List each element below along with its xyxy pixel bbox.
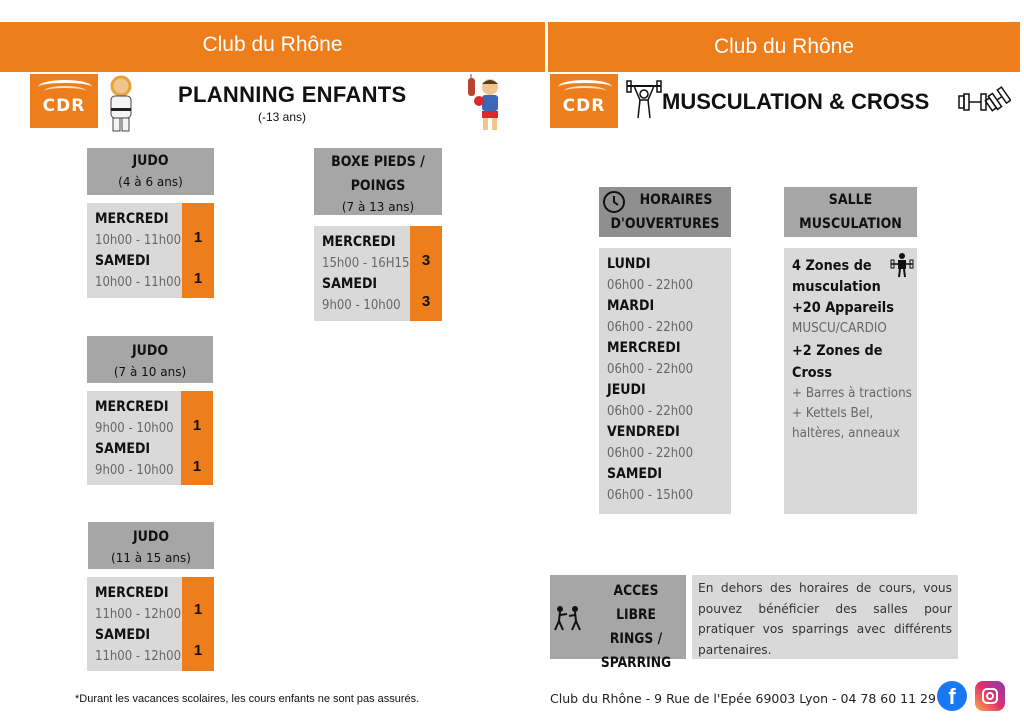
schedule-day: SAMEDI (322, 276, 378, 292)
schedule-time: 10h00 - 11h00 (95, 275, 182, 290)
schedule-time: 9h00 - 10h00 (95, 421, 174, 436)
judo-11-15-header (88, 522, 214, 569)
facebook-icon[interactable]: f (937, 681, 967, 711)
salle-line: + Kettels Bel, (792, 406, 874, 421)
salle-line: MUSCU/CARDIO (792, 321, 887, 336)
opening-time: 06h00 - 22h00 (607, 362, 694, 377)
sparring-icon (553, 605, 583, 631)
cdr-logo-left (30, 74, 98, 128)
planning-title: PLANNING ENFANTS (178, 82, 407, 107)
judo-7-10-header (87, 336, 213, 383)
schedule-day: SAMEDI (95, 627, 151, 643)
horaires-header (599, 187, 731, 237)
weightlifter-icon (626, 80, 662, 120)
salle-line: musculation (792, 279, 881, 295)
acces-line2: RINGS / (609, 631, 663, 647)
salle-line: +2 Zones de (792, 343, 883, 359)
horaires-title-line1: HORAIRES (639, 192, 713, 208)
schedule-day: SAMEDI (95, 441, 151, 457)
opening-day: SAMEDI (607, 466, 663, 482)
schedule-time: 11h00 - 12h00 (95, 607, 182, 622)
judo-11-15-schedule (87, 577, 214, 671)
salle-panel (784, 248, 917, 514)
musculation-title: MUSCULATION & CROSS (662, 89, 930, 114)
opening-time: 06h00 - 22h00 (607, 320, 694, 335)
level-badge: 1 1 (182, 203, 214, 298)
boxe-header (314, 148, 442, 215)
schedule-time: 9h00 - 10h00 (322, 298, 401, 313)
judo-7-10-schedule (87, 391, 213, 485)
acces-libre-box (550, 575, 686, 671)
judo-7-10-title: JUDO (131, 343, 169, 359)
schedule-day: MERCREDI (95, 211, 169, 227)
horaires-title-line2: D'OUVERTURES (610, 216, 720, 232)
opening-day: VENDREDI (607, 424, 680, 440)
acces-description: En dehors des horaires de cours, vous pouvez bénéficier des salles pour pratiquer vos sparrings avec différents partenaires. (692, 575, 958, 659)
cdr-logo-text: CDR (42, 96, 86, 116)
salle-line: 4 Zones de (792, 258, 872, 274)
schedule-time: 11h00 - 12h00 (95, 649, 182, 664)
cdr-logo-text: CDR (562, 96, 606, 116)
judo-4-6-header (87, 148, 214, 195)
opening-time: 06h00 - 22h00 (607, 446, 694, 461)
judo-4-6-schedule (87, 203, 214, 298)
salle-line: Cross (792, 365, 832, 381)
left-banner (0, 22, 545, 72)
instagram-icon[interactable] (975, 681, 1005, 711)
level-badge: 1 1 (182, 577, 214, 671)
salle-line: + Barres à tractions (792, 386, 912, 401)
opening-day: JEUDI (607, 382, 646, 398)
acces-line3: SPARRING (600, 655, 672, 671)
opening-time: 06h00 - 15h00 (607, 488, 694, 503)
acces-line1: ACCES LIBRE (613, 583, 659, 623)
schedule-day: MERCREDI (95, 399, 169, 415)
boxe-ages: (7 à 13 ans) (341, 200, 415, 214)
judo-11-15-ages: (11 à 15 ans) (111, 551, 191, 565)
schedule-time: 9h00 - 10h00 (95, 463, 174, 478)
schedule-time: 10h00 - 11h00 (95, 233, 182, 248)
horaires-panel (599, 248, 731, 514)
salle-header (784, 187, 917, 237)
salle-line: haltères, anneaux (792, 426, 900, 441)
schedule-day: MERCREDI (95, 585, 169, 601)
judo-kid-icon (104, 74, 138, 134)
salle-line: +20 Appareils (792, 300, 894, 316)
salle-title-line2: MUSCULATION (799, 216, 902, 232)
holiday-footnote: *Durant les vacances scolaires, les cours enfants ne sont pas assurés. (75, 693, 420, 705)
opening-day: MARDI (607, 298, 655, 314)
cdr-logo-right (550, 74, 618, 128)
boxe-schedule (314, 226, 442, 321)
right-banner (548, 22, 1020, 72)
right-banner-title: Club du Rhône (713, 35, 855, 58)
boxe-title-line1: BOXE PIEDS / (331, 154, 425, 170)
judo-4-6-title: JUDO (132, 153, 169, 169)
opening-day: MERCREDI (607, 340, 681, 356)
salle-title-line1: SALLE (828, 192, 873, 208)
boxer-kid-icon (466, 74, 506, 132)
level-badge: 1 1 (181, 391, 213, 485)
opening-time: 06h00 - 22h00 (607, 404, 694, 419)
schedule-day: SAMEDI (95, 253, 151, 269)
judo-7-10-ages: (7 à 10 ans) (113, 365, 187, 379)
judo-11-15-title: JUDO (132, 529, 170, 545)
left-banner-title: Club du Rhône (202, 33, 343, 56)
judo-4-6-ages: (4 à 6 ans) (118, 175, 183, 189)
level-badge: 3 3 (410, 226, 442, 321)
planning-subtitle: (-13 ans) (258, 110, 307, 124)
dumbbell-icon (957, 86, 1011, 114)
boxe-title-line2: POINGS (350, 178, 406, 194)
opening-time: 06h00 - 22h00 (607, 278, 694, 293)
clock-icon (602, 190, 626, 214)
club-address: Club du Rhône - 9 Rue de l'Epée 69003 Lyon - 04 78 60 11 29 (550, 691, 936, 706)
schedule-day: MERCREDI (322, 234, 396, 250)
fitness-icon (890, 252, 914, 278)
schedule-time: 15h00 - 16H15 (322, 256, 410, 271)
opening-day: LUNDI (607, 256, 651, 272)
